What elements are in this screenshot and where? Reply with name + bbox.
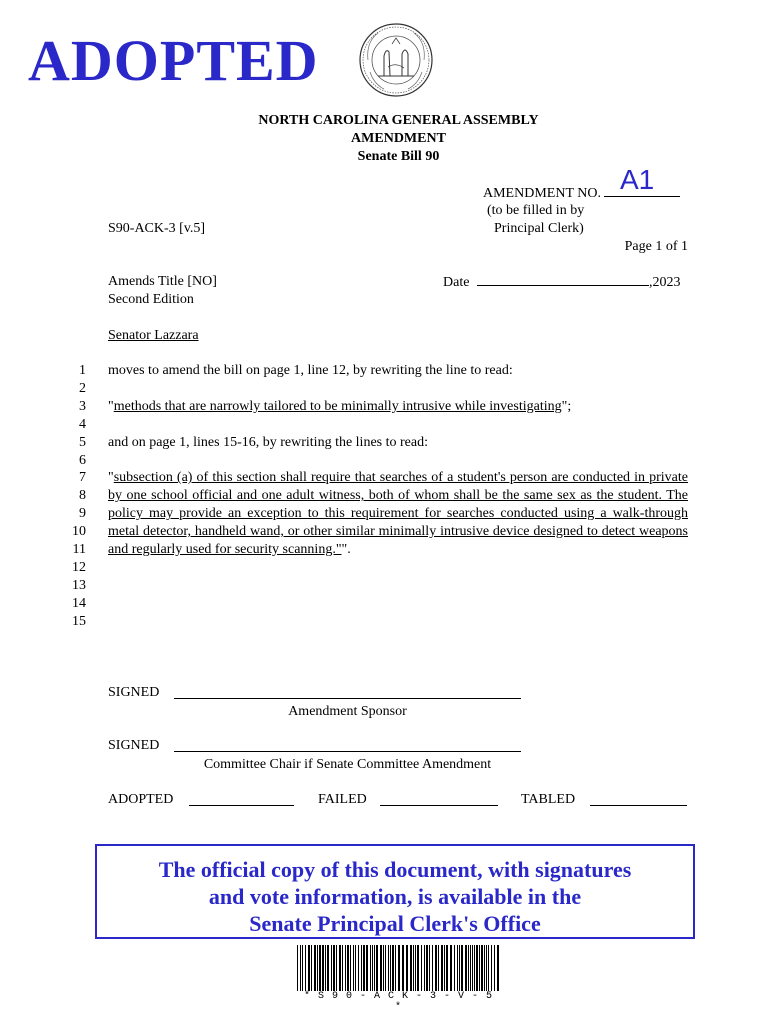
amendment-instruction-1: moves to amend the bill on page 1, line 12, by rewriting the line to read: (108, 363, 513, 378)
line-number: 8 (79, 488, 86, 504)
sponsor-signature-line[interactable] (174, 697, 521, 699)
line-number: 3 (79, 398, 86, 414)
line-number: 14 (72, 595, 86, 611)
line-number: 12 (72, 559, 86, 575)
inserted-text-1: methods that are narrowly tailored to be minimally intrusive while investigating (113, 398, 562, 414)
document-type: AMENDMENT (351, 131, 446, 146)
page-number: Page 1 of 1 (624, 239, 688, 254)
line-number: 5 (79, 434, 86, 450)
date-label: Date (443, 275, 470, 290)
assembly-title: NORTH CAROLINA GENERAL ASSEMBLY (258, 113, 539, 128)
sponsor-caption: Amendment Sponsor (288, 704, 407, 719)
tabled-label: TABLED (521, 792, 576, 807)
amendment-instruction-2: and on page 1, lines 15-16, by rewriting the lines to read: (108, 434, 428, 450)
line-number: 15 (72, 613, 86, 629)
line-number: 9 (79, 506, 86, 522)
inserted-text-2: subsection (a) of this section shall require that searches of a student's person are conducted in private by one school official and one adult witness, both of whom shall be the same sex as the student. The policy may provide an exception to this requirement for searches conducted using a walk-through metal detector, handheld wand, or other similar minimally intrusive device designed to detect weapons and regularly used for security scanning." (108, 470, 688, 558)
amendment-text-1: "methods that are narrowly tailored to be minimally intrusive while investigating"; (108, 398, 572, 414)
date-year: ,2023 (648, 275, 681, 290)
edition: Second Edition (108, 292, 194, 307)
failed-line[interactable] (380, 804, 498, 806)
notice-line-1: The official copy of this document, with signatures (158, 857, 632, 882)
amendment-number-label: AMENDMENT NO. (483, 186, 601, 201)
line-number: 7 (79, 470, 86, 486)
fill-note-2: Principal Clerk) (494, 221, 584, 236)
amendment-number: A1 (620, 164, 655, 195)
line-number: 10 (72, 524, 86, 540)
signed-label-1: SIGNED (108, 685, 160, 700)
state-seal-icon (358, 22, 434, 98)
adopted-stamp: ADOPTED (28, 28, 319, 93)
notice-line-3: Senate Principal Clerk's Office (249, 911, 541, 936)
line-number: 4 (79, 416, 86, 432)
signed-label-2: SIGNED (108, 738, 160, 753)
notice-line-2: and vote information, is available in the (208, 884, 582, 909)
line-number: 13 (72, 577, 86, 593)
line-number: 1 (79, 363, 86, 378)
chair-caption: Committee Chair if Senate Committee Amendment (203, 757, 492, 772)
line-number: 2 (79, 380, 86, 396)
amends-title: Amends Title [NO] (108, 274, 217, 289)
barcode-icon (297, 945, 500, 991)
date-row (443, 273, 688, 291)
bill-number: Senate Bill 90 (357, 149, 440, 164)
date-field[interactable] (477, 273, 649, 286)
line-number: 11 (72, 542, 86, 557)
adopted-label: ADOPTED (108, 792, 174, 807)
official-copy-notice (95, 844, 695, 939)
amendment-text-2: "subsection (a) of this section shall require that searches of a student's person are conducted in private by one school official and one adult witness, both of whom shall be the same sex as the student. The policy may provide an exception to this requirement for searches conducted using a walk-through metal detector, handheld wand, or other similar minimally intrusive device designed to detect weapons and regularly used for security scanning."". (108, 470, 688, 558)
failed-label: FAILED (318, 792, 367, 807)
sponsor-name: Senator Lazzara (108, 328, 199, 343)
document-code: S90-ACK-3 [v.5] (108, 221, 206, 236)
fill-note-1: (to be filled in by (487, 203, 585, 218)
amendment-number-row (483, 184, 688, 202)
tabled-line[interactable] (590, 804, 687, 806)
chair-signature-line[interactable] (174, 750, 521, 752)
adopted-line[interactable] (189, 804, 294, 806)
barcode-text: * S 9 0 - A C K - 3 - V - 5 * (303, 991, 494, 1013)
line-number: 6 (79, 452, 86, 468)
